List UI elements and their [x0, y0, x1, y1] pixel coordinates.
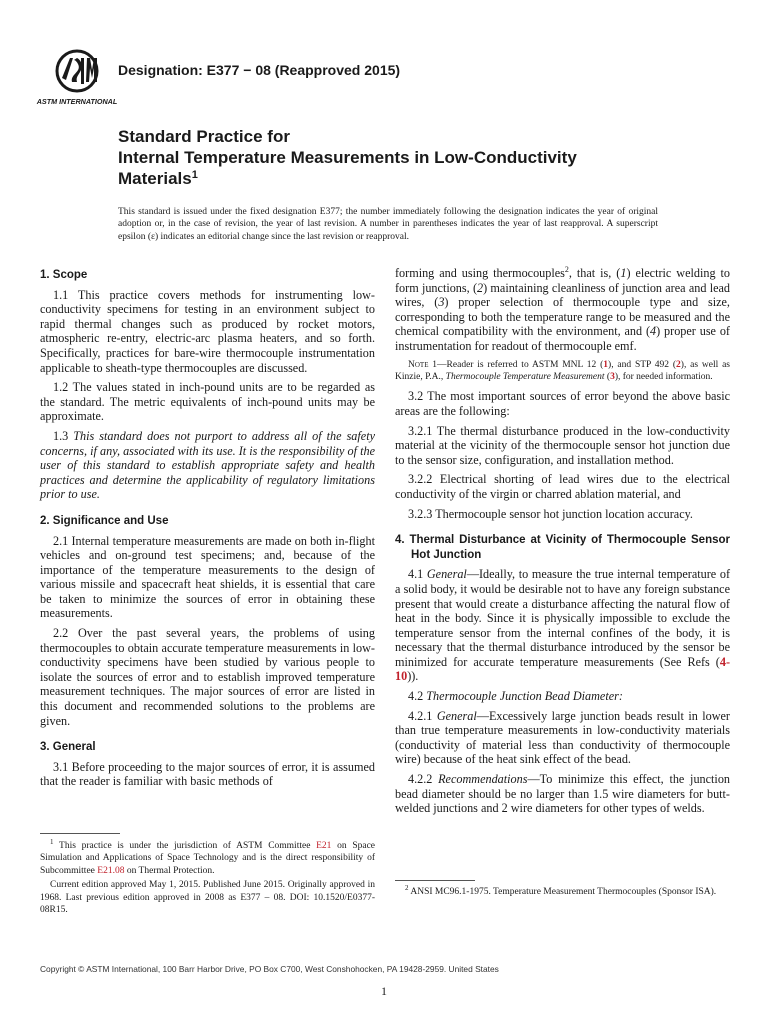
para-3-2-3: 3.2.3 Thermocouple sensor hot junction location accuracy.	[408, 506, 693, 521]
para-4-2-number: 4.2	[408, 689, 424, 704]
note-book-title: Thermocouple Temperature Measurement	[445, 371, 605, 382]
designation: Designation: E377 − 08 (Reapproved 2015)	[118, 62, 401, 78]
note-text-e: ), for needed information.	[614, 371, 713, 382]
note-1	[395, 359, 730, 384]
footnote-rule-left	[40, 833, 120, 834]
section-1-heading: 1. Scope	[40, 269, 88, 281]
para-1-2: 1.2 The values stated in inch-pound units are to be regarded as the standard. The metric equivalents of inch-pound units may be approximate.	[40, 380, 375, 424]
para-1-1: 1.1 This practice covers methods for instrumenting low-conductivity specimens for testing in an environment subject to rapid thermal changes such as produced by rocket motors, atmospheric re-entry, electric-arc plasma heaters, and so forth. Specifically, practices for bare-wire thermocouple instrumentation applicable to sheath-type thermocouples are discussed.	[40, 287, 375, 375]
right-column	[395, 266, 730, 821]
para-4-1	[395, 567, 730, 684]
para-4-2-1-label: General	[436, 708, 477, 723]
title-line-3-text: Materials	[118, 169, 192, 188]
footnote-2-number: 2	[405, 884, 409, 892]
para-1-3-text: This standard does not purport to address all of the safety concerns, if any, associated with its use. It is the responsibility of the user of this standard to establish appropriate safety and health practices and determine the applicability of regulatory limitations prior to use.	[40, 428, 375, 502]
cont-text-f: ) proper use of instrumentation for readout of thermocouple emf.	[395, 324, 730, 353]
title-line-1: Standard Practice for	[118, 127, 290, 146]
copyright-line: Copyright © ASTM International, 100 Barr Harbor Drive, PO Box C700, West Conshohocken, PA 19428-2959. United States	[40, 964, 499, 974]
para-3-2: 3.2 The most important sources of error beyond the above basic areas are the following:	[395, 389, 730, 418]
footnote-2-mark: 2	[564, 265, 569, 274]
footnote-1-text-b: on Space Simulation and Applications of Space Technology and is the direct responsibility of Subcommittee	[40, 841, 376, 876]
para-4-2-2	[395, 772, 730, 816]
section-3-heading: 3. General	[40, 741, 96, 754]
note-text-d: (	[604, 371, 611, 382]
para-4-1-number: 4.1	[408, 567, 424, 582]
ref-link-1[interactable]: 1	[603, 359, 609, 370]
list-number-4: 4	[650, 324, 657, 339]
ref-link-4-10[interactable]: 4-10	[395, 654, 730, 684]
footnote-rule-right	[395, 880, 475, 881]
issue-note: This standard is issued under the fixed designation E377; the number immediately following the designation indicates the year of original adoption or, in the case of revision, the year of last revision. A number in parentheses indicates the year of last reapproval. A superscript epsilon (ε) indicates an editorial change since the last revision or reapproval.	[118, 207, 658, 242]
para-4-2-label: Thermocouple Junction Bead Diameter:	[426, 689, 623, 704]
section-4-heading: 4. Thermal Disturbance at Vicinity of Thermocouple Sensor Hot Junction	[395, 534, 730, 561]
page-number: 1	[381, 984, 387, 998]
standard-title	[118, 126, 678, 189]
committee-link-e21[interactable]: E21	[316, 841, 332, 851]
footnote-2	[395, 886, 730, 898]
section-2-heading: 2. Significance and Use	[40, 514, 169, 527]
list-number-3: 3	[438, 295, 445, 310]
footnote-1	[40, 840, 375, 877]
footnotes-right	[395, 886, 730, 900]
astm-logo-icon	[36, 48, 118, 108]
para-4-2-2-text: —To minimize this effect, the junction bead diameter should be no larger than 1.5 wire diameters for butt-welded junctions and 2 wire diameters for other types of welds.	[395, 772, 731, 816]
list-number-1: 1	[620, 266, 627, 280]
left-column	[40, 268, 375, 794]
para-4-2-2-number: 4.2.2	[408, 772, 433, 787]
title-line-3	[118, 168, 678, 189]
para-3-1-continued	[395, 266, 730, 354]
para-4-2-1-number: 4.2.1	[408, 708, 433, 723]
cont-text-d: ) maintaining cleanliness of junction area and lead wires, (	[395, 280, 730, 310]
note-text-a: 1—Reader is referred to ASTM MNL 12 (	[428, 359, 604, 370]
para-1-3-number: 1.3	[53, 428, 69, 443]
subcommittee-link-e21-08[interactable]: E21.08	[97, 865, 125, 876]
note-label: Note	[408, 359, 429, 370]
footnote-1-text-c: on Thermal Protection.	[124, 865, 215, 876]
title-footnote-mark: 1	[191, 169, 198, 181]
para-1-3	[40, 429, 375, 502]
footnote-1-edition: Current edition approved May 1, 2015. Published June 2015. Originally approved in 1968. Last previous edition approved in 2008 as E377 – 08. DOI: 10.1520/E0377-08R15.	[40, 880, 375, 916]
title-line-2: Internal Temperature Measurements in Low-Conductivity	[118, 148, 577, 167]
cont-text-a: forming and using thermocouples	[395, 266, 565, 280]
ref-link-2[interactable]: 2	[676, 359, 681, 370]
footnote-1-text-a: This practice is under the jurisdiction of ASTM Committee	[53, 841, 317, 851]
para-3-2-2: 3.2.2 Electrical shorting of lead wires due to the electrical conductivity of the virgin or charred ablation material, and	[395, 472, 730, 501]
footnote-2-text: ANSI MC96.1-1975. Temperature Measurement Thermocouples (Sponsor ISA).	[408, 887, 717, 897]
cont-text-b: , that is, (	[568, 266, 621, 280]
note-text-c: ), as well as Kinzie, P.A.,	[395, 359, 730, 382]
cont-text-c: ) electric welding to form junctions, (	[395, 266, 730, 295]
para-4-2-2-label: Recommendations	[438, 772, 528, 787]
footnote-1-mark: 1	[50, 838, 54, 846]
footnotes-left	[40, 840, 375, 918]
para-4-2	[395, 689, 730, 704]
note-text-b: ), and STP 492 (	[608, 359, 677, 370]
para-2-1: 2.1 Internal temperature measurements are made on both in-flight vehicles and on-ground test specimens; and, because of the importance of the temperature measurements to the design of various missile and spacecraft heat shields, it is essential that care be taken to minimize the sources of error in obtaining these measurements.	[40, 533, 375, 621]
para-4-1-text: —Ideally, to measure the true internal temperature of a solid body, it would be desirable not to have any foreign substance present that would create a disturbance affecting the natural flow of heat in the body. Since it is physically impossible to exclude the temperature sensor from the internal confines of the body, it is necessary that the thermal disturbance introduced by the sensor be minimized for accurate temperature measurements (See Refs (	[395, 567, 730, 669]
astm-logo-text: ASTM INTERNATIONAL	[36, 97, 118, 106]
ref-link-3[interactable]: 3	[610, 371, 615, 382]
para-2-2: 2.2 Over the past several years, the problems of using thermocouples to obtain accurate temperature measurements in low-conductivity specimens have been studied by various people to isolate the sources of error and to establish improved temperature measurement techniques. The major sources of error are listed in this document and recommended solutions to the problems are given.	[40, 626, 375, 728]
para-3-1: 3.1 Before proceeding to the major sources of error, it is assumed that the reader is familiar with basic methods of	[40, 759, 375, 789]
para-4-2-1	[395, 709, 730, 767]
para-3-2-1: 3.2.1 The thermal disturbance produced in the low-conductivity material at the vicinity of the thermocouple sensor hot junction due to the sensor size, configuration, and installation method.	[395, 423, 730, 467]
cont-text-e: ) proper selection of thermocouple type and size, corresponding to both the temperature range to be measured and the chemical compatibility with the environment, and (	[395, 295, 730, 339]
list-number-2: 2	[477, 280, 484, 295]
para-4-1-label: General	[426, 567, 467, 582]
para-4-1-end: )).	[407, 669, 419, 684]
para-4-2-1-text: —Excessively large junction beads result in lower than true temperature measurements in low-conductivity materials (conductivity of material less than conductivity of thermocouple wire) because of the heat sink effect of the bead.	[395, 708, 730, 767]
astm-logo	[36, 48, 118, 108]
